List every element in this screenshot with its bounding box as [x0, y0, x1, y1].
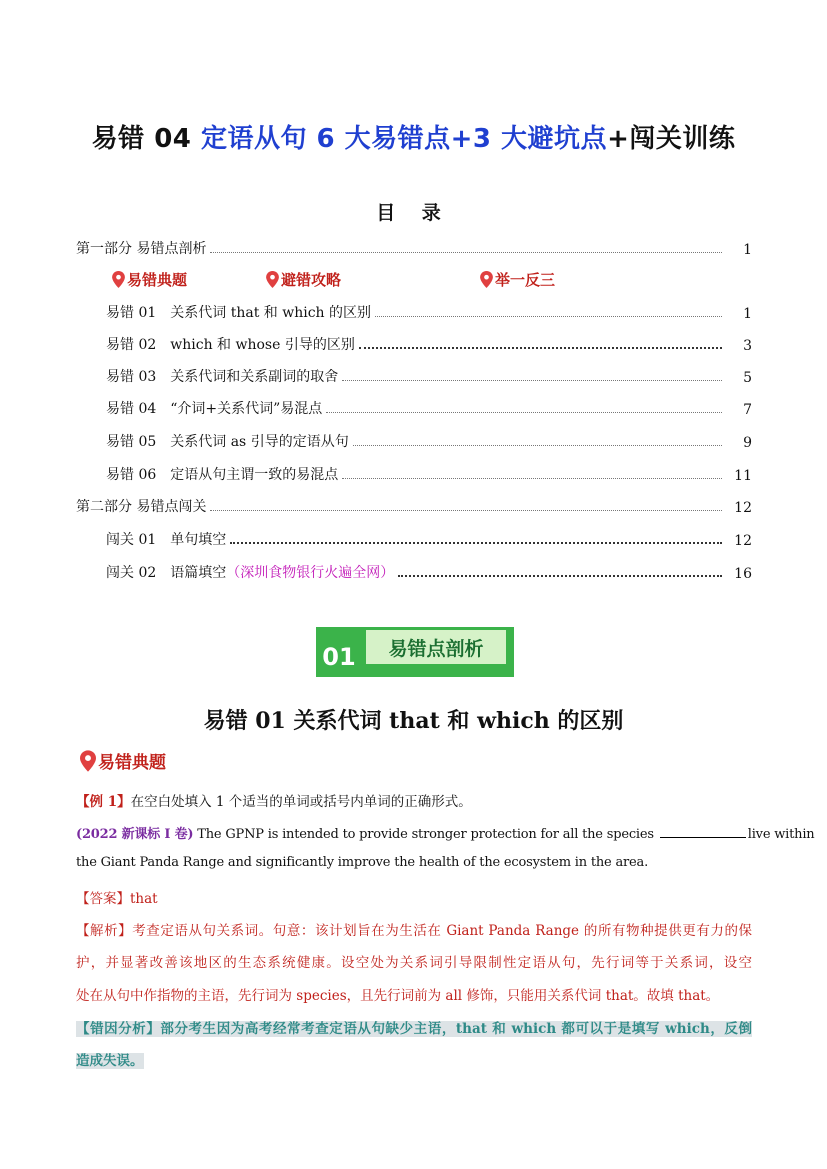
toc-page: 9 [743, 435, 752, 451]
toc-item-code: 易错 03 [106, 369, 157, 385]
document-title [0, 118, 827, 155]
toc-item-extra: （深圳食物银行火遍全网） [226, 565, 395, 581]
toc-item[interactable] [106, 431, 752, 451]
example-sentence-line2: the Giant Panda Range and significantly improve the health of the ecosystem in the area. [76, 855, 649, 870]
toc-nav-1[interactable] [112, 268, 187, 290]
toc-item-text: 关系代词和关系副词的取舍 [170, 369, 339, 385]
toc-pass-item[interactable] [106, 562, 752, 582]
toc-leader [342, 380, 722, 381]
toc-page: 3 [743, 338, 752, 354]
toc-item-text: 语篇填空 [170, 565, 227, 581]
sub-heading [80, 748, 166, 773]
toc-page: 12 [734, 533, 752, 549]
example-tag: 【例 1】 [76, 794, 131, 810]
example-sentence-part2: live within [747, 827, 815, 842]
toc-part2-label: 第二部分 易错点闯关 [76, 499, 207, 515]
toc-part1-label: 第一部分 易错点剖析 [76, 241, 207, 257]
sub-heading-label: 易错典题 [98, 753, 166, 773]
toc-leader [342, 478, 722, 479]
toc-item[interactable] [106, 334, 752, 354]
error-text: 部分考生因为高考经常考查定语从句缺少主语，that 和 which 都可以于是填写 which，反倒 [160, 1021, 752, 1037]
toc-item-text: “介词+关系代词”易混点 [170, 401, 323, 417]
error-text-2: 造成失误。 [76, 1053, 144, 1069]
toc-item-code: 易错 02 [106, 337, 157, 353]
location-pin-icon [480, 271, 493, 288]
toc-item-text: 定语从句主谓一致的易混点 [170, 467, 339, 483]
example-instruction: 在空白处填入 1 个适当的单词或括号内单词的正确形式。 [130, 794, 472, 810]
toc-item[interactable] [106, 398, 752, 418]
toc-item[interactable] [106, 464, 752, 484]
toc-part2[interactable] [76, 496, 752, 516]
toc-item-code: 闯关 02 [106, 565, 157, 581]
toc-leader [210, 252, 722, 253]
location-pin-icon [266, 271, 279, 288]
analysis-tag: 【解析】 [76, 923, 133, 939]
answer-blank[interactable] [660, 825, 746, 838]
toc-nav-2[interactable] [266, 268, 341, 290]
toc-page: 16 [734, 566, 752, 582]
toc-item-text: 关系代词 that 和 which 的区别 [170, 305, 372, 321]
toc-item[interactable] [106, 366, 752, 386]
answer-tag: 【答案】 [76, 891, 130, 907]
toc-page: 11 [734, 468, 752, 484]
toc-page: 5 [743, 370, 752, 386]
error-analysis-line1 [76, 1017, 752, 1037]
nav-label: 举一反三 [495, 270, 556, 289]
toc-leader [353, 445, 722, 446]
toc-page: 1 [743, 306, 752, 322]
title-suffix: +闯关训练 [607, 124, 736, 154]
answer-line [76, 887, 752, 907]
toc-item-text: 单句填空 [170, 532, 227, 548]
toc-leader [375, 316, 722, 317]
toc-item-code: 易错 05 [106, 434, 157, 450]
analysis-text: 考查定语从句关系词。句意：该计划旨在为生活在 Giant Panda Range 的所有物种提供更有力的保 [132, 923, 753, 939]
analysis-line1 [76, 919, 752, 939]
toc-item-code: 闯关 01 [106, 532, 157, 548]
toc-leader [230, 542, 722, 544]
example-instruction-line [76, 790, 752, 810]
section-badge-number: 01 [322, 643, 356, 671]
section-title: 易错 01 关系代词 that 和 which 的区别 [203, 708, 624, 734]
toc-leader [398, 575, 722, 577]
answer-value: that [130, 891, 158, 907]
example-sentence-part1: The GPNP is intended to provide stronger protection for all the species [197, 827, 654, 842]
section-badge [316, 627, 514, 677]
toc-nav-3[interactable] [480, 268, 555, 290]
nav-label: 避错攻略 [281, 270, 342, 289]
title-highlight: 定语从句 6 大易错点+3 大避坑点 [200, 124, 608, 154]
error-analysis-line2 [76, 1049, 752, 1069]
toc-page: 12 [734, 500, 752, 516]
analysis-line2: 护，并显著改善该地区的生态系统健康。设空处为关系词引导限制性定语从句，先行词等于关系词，设空 [76, 955, 752, 971]
toc-item-text: which 和 whose 引导的区别 [170, 337, 355, 353]
toc-pass-item[interactable] [106, 529, 752, 549]
section-badge-label: 易错点剖析 [366, 630, 506, 664]
toc-page: 7 [743, 402, 752, 418]
location-pin-icon [112, 271, 125, 288]
example-sentence-line1 [76, 823, 815, 842]
toc-part1[interactable] [76, 238, 752, 258]
toc-item-text: 关系代词 as 引导的定语从句 [170, 434, 349, 450]
toc-leader [326, 412, 722, 413]
toc-item[interactable] [106, 302, 752, 322]
error-tag: 【错因分析】 [76, 1021, 161, 1037]
toc-leader [210, 510, 722, 511]
example-source: (2022 新课标 I 卷) [76, 827, 194, 842]
toc-page: 1 [743, 242, 752, 258]
toc-heading: 目 录 [376, 202, 451, 224]
toc-item-code: 易错 04 [106, 401, 157, 417]
nav-label: 易错典题 [127, 270, 188, 289]
title-prefix: 易错 04 [91, 124, 201, 154]
location-pin-icon [80, 750, 96, 772]
toc-item-code: 易错 06 [106, 467, 157, 483]
toc-item-code: 易错 01 [106, 305, 157, 321]
toc-leader [359, 347, 722, 349]
analysis-line3: 处在从句中作指物的主语，先行词为 species，且先行词前为 all 修饰，只能用关系代词 that。故填 that。 [76, 988, 720, 1004]
